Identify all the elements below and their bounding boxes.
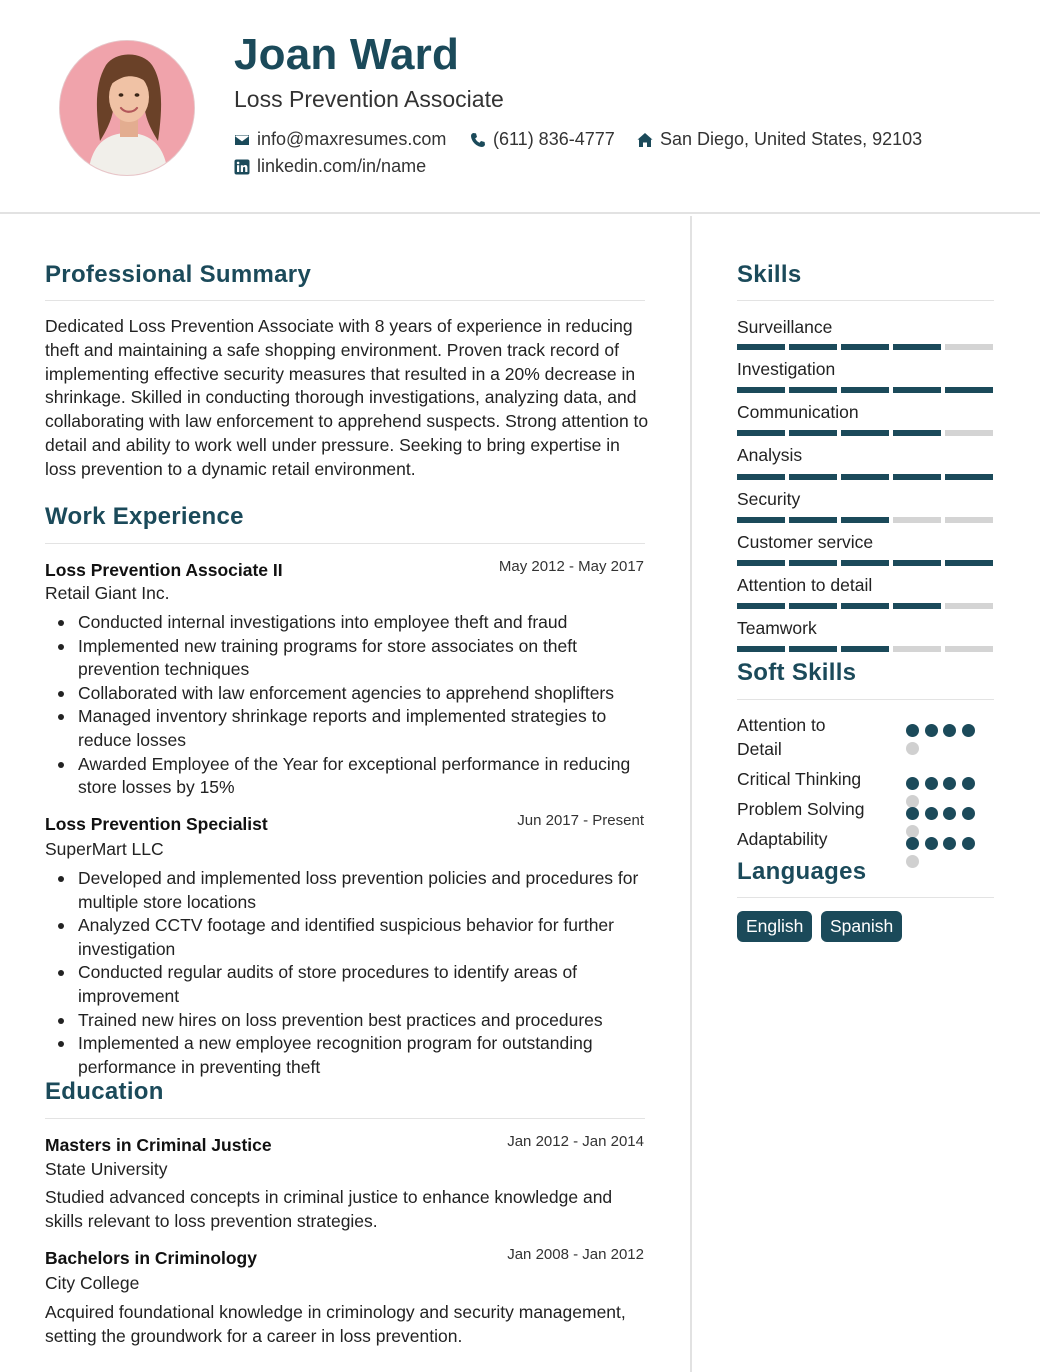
rating-dot (943, 807, 956, 820)
skill-name: Communication (737, 402, 859, 422)
degree-dates: Jan 2008 - Jan 2012 (507, 1246, 644, 1263)
job-title: Loss Prevention Associate II (45, 560, 283, 580)
skill-level-bar (737, 430, 993, 436)
job-bullet: Developed and implemented loss prevention policies and procedures for multiple store locations (46, 867, 646, 914)
language-badge: English (737, 911, 812, 942)
profile-photo (59, 40, 195, 176)
skill-level-segment (841, 474, 889, 480)
skill-level-segment (841, 344, 889, 350)
skill-level-segment (945, 387, 993, 393)
skill-level-segment (789, 603, 837, 609)
skill-level-segment (945, 474, 993, 480)
skill-level-segment (737, 344, 785, 350)
skill-level-segment (945, 646, 993, 652)
skill-level-segment (737, 603, 785, 609)
skill-level-segment (893, 387, 941, 393)
home-icon (637, 132, 653, 148)
rating-dot (906, 837, 919, 850)
contact-phone[interactable] (470, 129, 615, 150)
skill-level-segment (737, 474, 785, 480)
skill-level-segment (841, 560, 889, 566)
resume-header (0, 0, 1040, 214)
skill-level-bar (737, 560, 993, 566)
degree-title: Masters in Criminal Justice (45, 1135, 272, 1155)
skills-rule (737, 300, 994, 301)
envelope-icon (234, 132, 250, 148)
education-heading: Education (45, 1078, 164, 1105)
candidate-title: Loss Prevention Associate (234, 86, 504, 112)
rating-dot (962, 807, 975, 820)
job-company: Retail Giant Inc. (45, 583, 170, 603)
contact-phone-text: (611) 836-4777 (493, 129, 615, 149)
job-dates: Jun 2017 - Present (517, 812, 644, 829)
skill-level-segment (789, 430, 837, 436)
skill-level-segment (893, 517, 941, 523)
skill-level-segment (945, 344, 993, 350)
skill-level-bar (737, 474, 993, 480)
column-divider (690, 216, 692, 1372)
candidate-name: Joan Ward (234, 30, 460, 79)
rating-dot (906, 777, 919, 790)
skill-level-segment (737, 387, 785, 393)
degree-description: Acquired foundational knowledge in criminology and security management, setting the groundwork for a career in loss prevention. (45, 1302, 626, 1346)
rating-dot (962, 724, 975, 737)
rating-dot (925, 724, 938, 737)
rating-dot (906, 807, 919, 820)
job-bullet: Trained new hires on loss prevention best practices and procedures (46, 1009, 646, 1033)
rating-dot (943, 837, 956, 850)
skill-level-segment (737, 430, 785, 436)
experience-heading: Work Experience (45, 503, 244, 530)
job-bullet: Analyzed CCTV footage and identified suspicious behavior for further investigation (46, 914, 646, 961)
soft-skill-name: Adaptability (737, 829, 828, 849)
job-bullets (46, 611, 646, 800)
skill-level-segment (737, 646, 785, 652)
skill-level-segment (737, 517, 785, 523)
skill-level-segment (789, 517, 837, 523)
rating-dot (943, 724, 956, 737)
job-bullets (46, 867, 646, 1079)
language-badge: Spanish (821, 911, 902, 942)
skill-name: Teamwork (737, 618, 817, 638)
rating-dot (962, 837, 975, 850)
job-bullet: Collaborated with law enforcement agencies to apprehend shoplifters (46, 682, 646, 706)
linkedin-icon (234, 159, 250, 175)
skill-level-segment (893, 646, 941, 652)
degree-description: Studied advanced concepts in criminal justice to enhance knowledge and skills relevant to loss prevention strategies. (45, 1187, 613, 1231)
rating-dot (925, 807, 938, 820)
degree-dates: Jan 2012 - Jan 2014 (507, 1133, 644, 1150)
job-title: Loss Prevention Specialist (45, 814, 268, 834)
job-company: SuperMart LLC (45, 839, 164, 859)
rating-dot (925, 837, 938, 850)
job-bullet: Awarded Employee of the Year for exceptional performance in reducing store losses by 15% (46, 753, 646, 800)
skill-level-bar (737, 646, 993, 652)
summary-rule (45, 300, 645, 301)
skill-level-segment (841, 646, 889, 652)
skill-level-segment (893, 430, 941, 436)
skill-name: Analysis (737, 445, 803, 465)
skill-level-segment (893, 344, 941, 350)
rating-dot (943, 777, 956, 790)
skill-name: Surveillance (737, 317, 833, 337)
rating-dot (962, 777, 975, 790)
phone-icon (470, 132, 486, 148)
rating-dot (906, 724, 919, 737)
skill-level-bar (737, 344, 993, 350)
skill-level-segment (841, 387, 889, 393)
summary-heading: Professional Summary (45, 261, 312, 288)
job-bullet: Managed inventory shrinkage reports and implemented strategies to reduce losses (46, 705, 646, 752)
soft-skills-rule (737, 699, 994, 700)
soft-skill-name: Attention to Detail (737, 715, 826, 759)
skill-level-segment (893, 603, 941, 609)
skill-level-bar (737, 603, 993, 609)
skill-level-segment (945, 517, 993, 523)
contact-email-text: info@maxresumes.com (257, 129, 447, 149)
skill-level-segment (945, 560, 993, 566)
job-bullet: Implemented a new employee recognition program for outstanding performance in preventing theft (46, 1032, 646, 1079)
skill-name: Attention to detail (737, 575, 873, 595)
school-name: City College (45, 1273, 140, 1293)
contact-linkedin[interactable] (234, 156, 426, 177)
skill-level-segment (789, 560, 837, 566)
profile-photo-illustration (60, 41, 195, 176)
skill-level-segment (841, 430, 889, 436)
skill-level-segment (737, 560, 785, 566)
skill-level-bar (737, 517, 993, 523)
contact-location (637, 129, 922, 150)
skill-level-segment (893, 474, 941, 480)
soft-skill-name: Problem Solving (737, 799, 865, 819)
skill-name: Customer service (737, 532, 874, 552)
school-name: State University (45, 1159, 168, 1179)
skill-level-segment (945, 603, 993, 609)
job-bullet: Conducted regular audits of store procedures to identify areas of improvement (46, 961, 646, 1008)
skill-name: Security (737, 489, 801, 509)
soft-skill-name: Critical Thinking (737, 769, 862, 789)
skill-level-segment (789, 387, 837, 393)
skill-level-segment (841, 603, 889, 609)
skill-level-segment (945, 430, 993, 436)
skills-heading: Skills (737, 261, 802, 288)
skill-level-segment (789, 344, 837, 350)
skill-level-segment (789, 646, 837, 652)
languages-heading: Languages (737, 858, 867, 885)
contact-location-text: San Diego, United States, 92103 (660, 129, 923, 149)
job-bullet: Conducted internal investigations into employee theft and fraud (46, 611, 646, 635)
skill-name: Investigation (737, 359, 836, 379)
summary-text: Dedicated Loss Prevention Associate with 8 years of experience in reducing theft and maintaining a safe shopping environment. Proven track record of implementing effective security measures that resulted in a 20% decrease in shrinkage. Skilled in conducting thorough investigations, analyzing data, and collaborating with law enforcement to apprehend suspects. Strong attention to detail and ability to work well under pressure. Seeking to bring expertise in loss prevention to a dynamic retail environment. (45, 316, 649, 479)
skill-level-bar (737, 387, 993, 393)
experience-rule (45, 543, 645, 544)
contact-email[interactable] (234, 129, 446, 150)
languages-rule (737, 897, 994, 898)
rating-dot (906, 742, 919, 755)
job-dates: May 2012 - May 2017 (498, 558, 644, 575)
degree-title: Bachelors in Criminology (45, 1248, 257, 1268)
rating-dot (925, 777, 938, 790)
skill-level-segment (841, 517, 889, 523)
contact-linkedin-text: linkedin.com/in/name (257, 156, 427, 176)
soft-skills-heading: Soft Skills (737, 659, 857, 686)
rating-dot (906, 855, 919, 868)
skill-level-segment (789, 474, 837, 480)
job-bullet: Implemented new training programs for store associates on theft prevention techniques (46, 635, 646, 682)
skill-level-segment (893, 560, 941, 566)
education-rule (45, 1118, 645, 1119)
